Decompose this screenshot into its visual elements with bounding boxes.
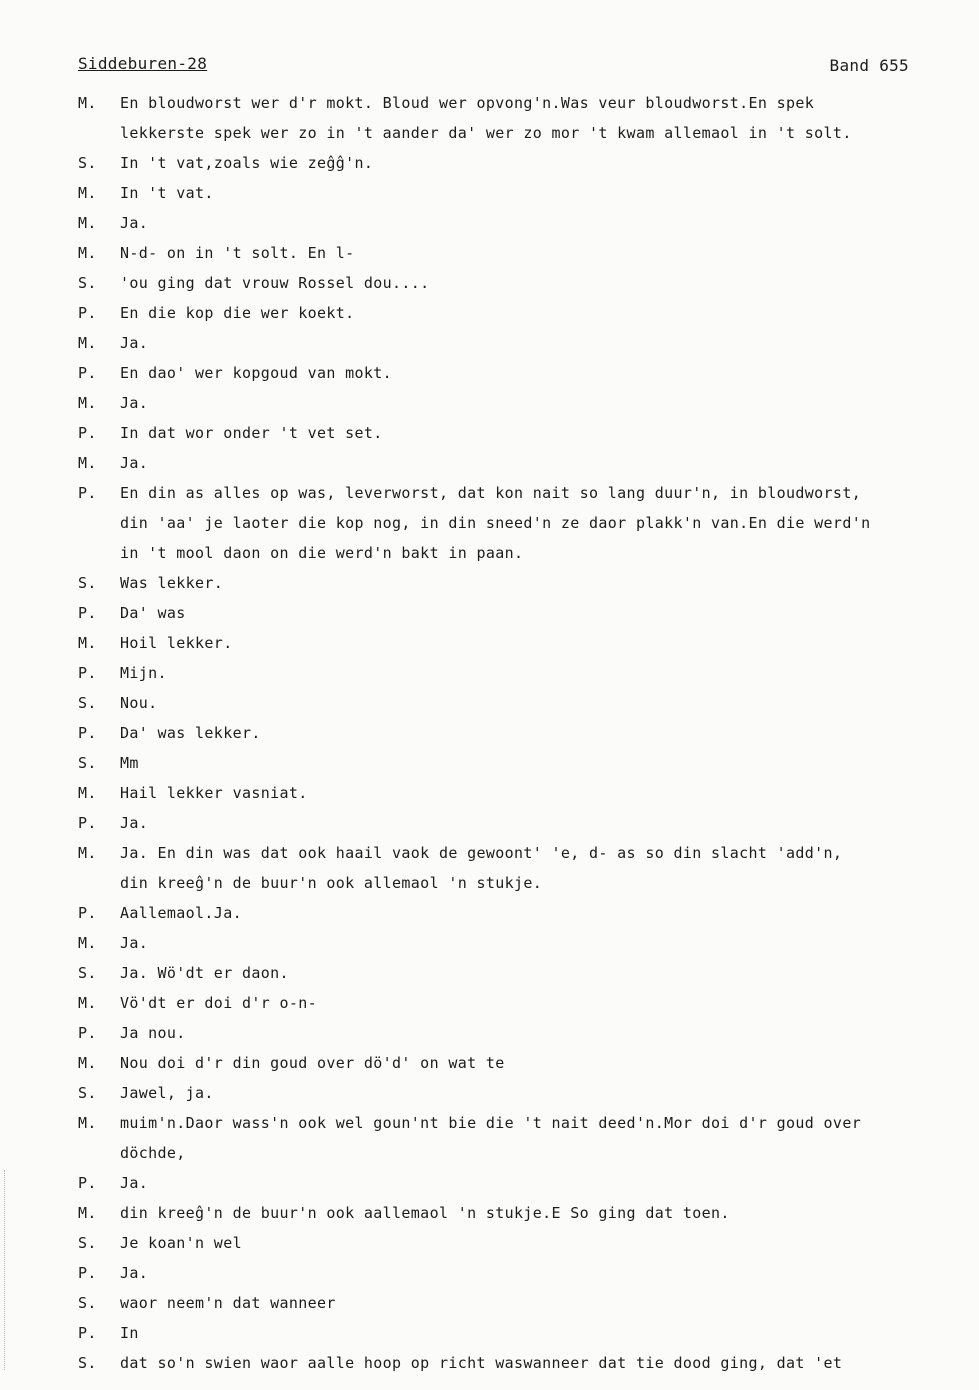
transcript-line <box>78 1198 958 1228</box>
utterance-text: Ja. <box>120 934 149 952</box>
utterance-text: Aallemaol.Ja. <box>120 904 242 922</box>
speaker-label: P. <box>78 1024 97 1042</box>
speaker-label: S. <box>78 1234 97 1252</box>
utterance-text: Ja. Wö'dt er daon. <box>120 964 289 982</box>
utterance-text: Mm <box>120 754 139 772</box>
transcript-line <box>78 1228 958 1258</box>
transcript-line <box>78 988 958 1018</box>
utterance-text: In 't vat. <box>120 184 214 202</box>
speaker-label: M. <box>78 244 97 262</box>
speaker-label: P. <box>78 424 97 442</box>
transcript-line <box>78 268 958 298</box>
utterance-text: Da' was <box>120 604 186 622</box>
utterance-text: N-d- on in 't solt. En l- <box>120 244 355 262</box>
utterance-text: Ja. <box>120 1174 149 1192</box>
utterance-text: din 'aa' je laoter die kop nog, in din sneed'n ze daor plakk'n van.En die werd'n <box>120 514 871 532</box>
transcript-line <box>78 1168 958 1198</box>
utterance-text: Ja. <box>120 454 149 472</box>
utterance-text: Mijn. <box>120 664 167 682</box>
speaker-label <box>78 1138 120 1168</box>
utterance-text: in 't mool daon on die werd'n bakt in paan. <box>120 544 524 562</box>
transcript-line <box>78 658 958 688</box>
transcript-line <box>78 838 958 868</box>
speaker-label: S. <box>78 754 97 772</box>
transcript-line <box>78 868 958 898</box>
transcript-line <box>78 1258 958 1288</box>
transcript-line <box>78 898 958 928</box>
utterance-text: Ja. En din was dat ook haail vaok de gewoont' 'e, d- as so din slacht 'add'n, <box>120 844 843 862</box>
utterance-text: lekkerste spek wer zo in 't aander da' wer zo mor 't kwam allemaol in 't solt. <box>120 124 852 142</box>
transcript-line <box>78 688 958 718</box>
transcript-line <box>78 328 958 358</box>
utterance-text: En din as alles op was, leverworst, dat kon nait so lang duur'n, in bloudworst, <box>120 484 862 502</box>
transcript-line <box>78 928 958 958</box>
transcript-line <box>78 358 958 388</box>
transcript-line <box>78 1078 958 1108</box>
utterance-text: In dat wor onder 't vet set. <box>120 424 383 442</box>
utterance-text: Nou. <box>120 694 158 712</box>
transcript-line <box>78 628 958 658</box>
speaker-label: S. <box>78 274 97 292</box>
transcript-line <box>78 88 958 118</box>
document-title: Siddeburen-28 <box>78 54 208 73</box>
speaker-label: P. <box>78 484 97 502</box>
transcript-line <box>78 598 958 628</box>
speaker-label <box>78 118 120 148</box>
speaker-label: M. <box>78 1114 97 1132</box>
transcript-line <box>78 148 958 178</box>
utterance-text: Je koan'n wel <box>120 1234 242 1252</box>
page-header <box>78 54 909 80</box>
speaker-label: M. <box>78 454 97 472</box>
utterance-text: Ja. <box>120 1264 149 1282</box>
utterance-text: Ja. <box>120 814 149 832</box>
transcript-line <box>78 238 958 268</box>
speaker-label: M. <box>78 634 97 652</box>
utterance-text: 'ou ging dat vrouw Rossel dou.... <box>120 274 430 292</box>
utterance-text: En bloudworst wer d'r mokt. Bloud wer opvong'n.Was veur bloudworst.En spek <box>120 94 815 112</box>
transcript-line <box>78 298 958 328</box>
utterance-text: Hoil lekker. <box>120 634 233 652</box>
scan-margin-mark <box>4 1170 6 1370</box>
transcript-line <box>78 1288 958 1318</box>
speaker-label: P. <box>78 1324 97 1342</box>
utterance-text: Jawel, ja. <box>120 1084 214 1102</box>
transcript-line <box>78 418 958 448</box>
speaker-label: S. <box>78 694 97 712</box>
transcript-line <box>78 1138 958 1168</box>
speaker-label: M. <box>78 934 97 952</box>
utterance-text: din kreeĝ'n de buur'n ook aallemaol 'n stukje.E So ging dat toen. <box>120 1204 730 1222</box>
speaker-label: S. <box>78 154 97 172</box>
utterance-text: In 't vat,zoals wie zeĝĝ'n. <box>120 154 374 172</box>
transcript-line <box>78 538 958 568</box>
speaker-label: M. <box>78 994 97 1012</box>
transcript-lines <box>78 88 958 1378</box>
speaker-label: M. <box>78 844 97 862</box>
speaker-label: M. <box>78 334 97 352</box>
speaker-label <box>78 868 120 898</box>
speaker-label: M. <box>78 1204 97 1222</box>
speaker-label: M. <box>78 394 97 412</box>
speaker-label: P. <box>78 1174 97 1192</box>
transcript-line <box>78 388 958 418</box>
speaker-label <box>78 538 120 568</box>
transcript-line <box>78 1108 958 1138</box>
utterance-text: Nou doi d'r din goud over dö'd' on wat te <box>120 1054 505 1072</box>
utterance-text: Ja. <box>120 334 149 352</box>
transcript-line <box>78 778 958 808</box>
transcript-line <box>78 748 958 778</box>
utterance-text: din kreeĝ'n de buur'n ook allemaol 'n stukje. <box>120 874 543 892</box>
speaker-label: M. <box>78 1054 97 1072</box>
speaker-label: S. <box>78 1294 97 1312</box>
speaker-label: P. <box>78 814 97 832</box>
speaker-label: S. <box>78 964 97 982</box>
utterance-text: Ja. <box>120 394 149 412</box>
transcript-line <box>78 1018 958 1048</box>
utterance-text: Ja. <box>120 214 149 232</box>
speaker-label: P. <box>78 1264 97 1282</box>
speaker-label: P. <box>78 724 97 742</box>
speaker-label: P. <box>78 904 97 922</box>
band-number: Band 655 <box>829 56 909 75</box>
utterance-text: In <box>120 1324 139 1342</box>
utterance-text: Da' was lekker. <box>120 724 261 742</box>
speaker-label: S. <box>78 1354 97 1372</box>
transcript-line <box>78 568 958 598</box>
transcript-line <box>78 958 958 988</box>
transcript-line <box>78 508 958 538</box>
utterance-text: En die kop die wer koekt. <box>120 304 355 322</box>
speaker-label: M. <box>78 214 97 232</box>
utterance-text: Ja nou. <box>120 1024 186 1042</box>
transcript-line <box>78 118 958 148</box>
transcript-line <box>78 808 958 838</box>
transcript-line <box>78 448 958 478</box>
utterance-text: dat so'n swien waor aalle hoop op richt waswanneer dat tie dood ging, dat 'et <box>120 1354 843 1372</box>
speaker-label: P. <box>78 304 97 322</box>
speaker-label: M. <box>78 184 97 202</box>
transcript-line <box>78 478 958 508</box>
speaker-label: P. <box>78 604 97 622</box>
transcript-line <box>78 1348 958 1378</box>
transcript-line <box>78 178 958 208</box>
utterance-text: Vö'dt er doi d'r o-n- <box>120 994 317 1012</box>
transcript-line <box>78 718 958 748</box>
transcript-line <box>78 208 958 238</box>
utterance-text: Hail lekker vasniat. <box>120 784 308 802</box>
transcript-line <box>78 1318 958 1348</box>
utterance-text: waor neem'n dat wanneer <box>120 1294 336 1312</box>
speaker-label: S. <box>78 574 97 592</box>
utterance-text: Was lekker. <box>120 574 224 592</box>
utterance-text: döchde, <box>120 1144 186 1162</box>
utterance-text: En dao' wer kopgoud van mokt. <box>120 364 393 382</box>
speaker-label: S. <box>78 1084 97 1102</box>
transcript-line <box>78 1048 958 1078</box>
utterance-text: muim'n.Daor wass'n ook wel goun'nt bie die 't nait deed'n.Mor doi d'r goud over <box>120 1114 862 1132</box>
speaker-label: P. <box>78 364 97 382</box>
speaker-label: M. <box>78 94 97 112</box>
speaker-label: P. <box>78 664 97 682</box>
speaker-label <box>78 508 120 538</box>
speaker-label: M. <box>78 784 97 802</box>
